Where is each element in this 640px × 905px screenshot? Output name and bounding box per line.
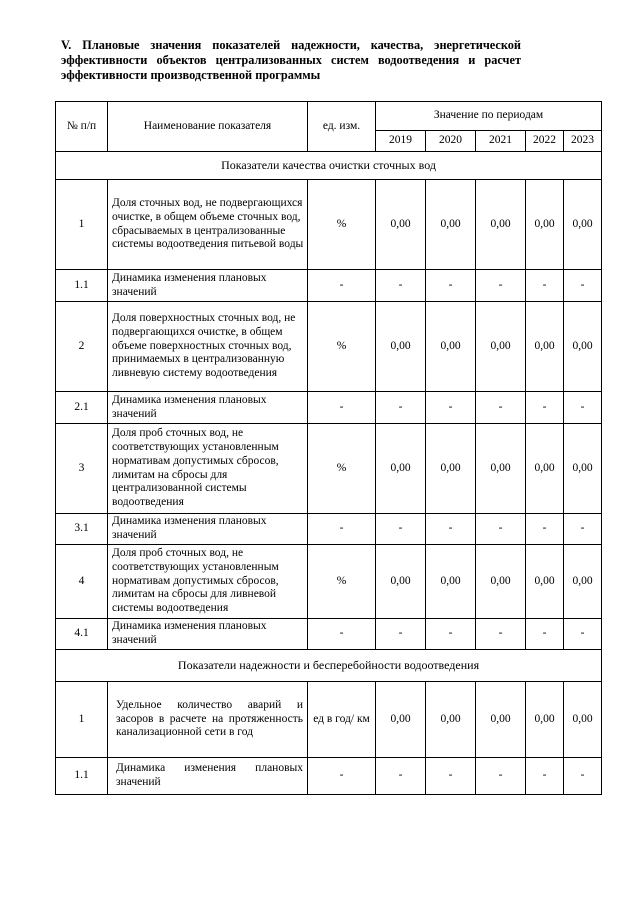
- row-value: -: [526, 270, 564, 302]
- row-num: 1: [56, 180, 108, 270]
- row-value: -: [376, 619, 426, 650]
- header-unit: ед. изм.: [308, 102, 376, 152]
- row-value: -: [476, 270, 526, 302]
- header-year: 2023: [564, 131, 602, 152]
- table-row: [56, 270, 602, 302]
- row-num: 3: [56, 424, 108, 514]
- row-value: 0,00: [426, 180, 476, 270]
- row-name: Доля проб сточных вод, не соответствующих установленным нормативам допустимых сбросов, лимитам на сбросы для централизованной системы водоотведения: [108, 424, 308, 514]
- row-num: 2.1: [56, 392, 108, 424]
- row-unit: %: [308, 180, 376, 270]
- section-row: [56, 650, 602, 682]
- section-title: Показатели качества очистки сточных вод: [56, 152, 602, 180]
- section-title: Показатели надежности и бесперебойности водоотведения: [56, 650, 602, 682]
- row-value: -: [476, 619, 526, 650]
- row-name: Удельное количество аварий и засоров в расчете на протяженность канализационной сети в год: [108, 682, 308, 758]
- row-value: 0,00: [426, 682, 476, 758]
- row-unit: -: [308, 758, 376, 795]
- section-heading: V. Плановые значения показателей надежности, качества, энергетической эффективности объектов централизованных систем водоотведения и расчет эффективности производственной программы: [61, 38, 521, 82]
- row-value: 0,00: [376, 180, 426, 270]
- row-value: -: [564, 619, 602, 650]
- row-value: 0,00: [564, 424, 602, 514]
- row-unit: %: [308, 424, 376, 514]
- row-value: 0,00: [426, 302, 476, 392]
- row-value: -: [526, 392, 564, 424]
- row-unit: -: [308, 270, 376, 302]
- header-year: 2019: [376, 131, 426, 152]
- row-value: 0,00: [526, 424, 564, 514]
- row-value: -: [526, 514, 564, 545]
- row-value: 0,00: [376, 545, 426, 619]
- row-value: 0,00: [526, 302, 564, 392]
- row-value: -: [426, 758, 476, 795]
- row-value: 0,00: [376, 682, 426, 758]
- header-year: 2020: [426, 131, 476, 152]
- row-value: 0,00: [476, 180, 526, 270]
- row-name: Доля проб сточных вод, не соответствующих установленным нормативам допустимых сбросов, лимитам на сбросы для ливневой системы водоотведения: [108, 545, 308, 619]
- row-value: -: [376, 758, 426, 795]
- row-value: -: [476, 514, 526, 545]
- header-year: 2021: [476, 131, 526, 152]
- table-row: [56, 682, 602, 758]
- row-value: 0,00: [476, 545, 526, 619]
- row-value: -: [476, 392, 526, 424]
- row-value: -: [426, 392, 476, 424]
- row-value: -: [426, 270, 476, 302]
- row-value: -: [526, 619, 564, 650]
- row-value: 0,00: [526, 180, 564, 270]
- row-value: 0,00: [426, 424, 476, 514]
- row-value: 0,00: [526, 545, 564, 619]
- row-value: -: [564, 758, 602, 795]
- row-value: 0,00: [564, 545, 602, 619]
- row-num: 2: [56, 302, 108, 392]
- header-year: 2022: [526, 131, 564, 152]
- row-name: Динамика изменения плановых значений: [108, 392, 308, 424]
- row-value: -: [564, 392, 602, 424]
- header-name: Наименование показателя: [108, 102, 308, 152]
- row-unit: %: [308, 545, 376, 619]
- row-name: Динамика изменения плановых значений: [108, 514, 308, 545]
- row-value: 0,00: [526, 682, 564, 758]
- row-value: 0,00: [564, 302, 602, 392]
- indicators-table: [55, 101, 602, 795]
- row-value: -: [376, 514, 426, 545]
- row-unit: ед в год/ км: [308, 682, 376, 758]
- row-value: -: [426, 514, 476, 545]
- table-row: [56, 302, 602, 392]
- table-row: [56, 758, 602, 795]
- row-value: -: [376, 270, 426, 302]
- row-value: 0,00: [476, 682, 526, 758]
- row-num: 1.1: [56, 758, 108, 795]
- table-row: [56, 180, 602, 270]
- row-unit: %: [308, 302, 376, 392]
- row-value: 0,00: [476, 302, 526, 392]
- row-value: -: [564, 270, 602, 302]
- header-num: № п/п: [56, 102, 108, 152]
- row-name: Доля сточных вод, не подвергающихся очистке, в общем объеме сточных вод, сбрасываемых в централизованные системы водоотведения питьевой воды: [108, 180, 308, 270]
- row-value: 0,00: [476, 424, 526, 514]
- row-unit: -: [308, 514, 376, 545]
- row-num: 1.1: [56, 270, 108, 302]
- row-num: 4: [56, 545, 108, 619]
- row-value: 0,00: [376, 302, 426, 392]
- row-value: -: [526, 758, 564, 795]
- row-name: Динамика изменения плановых значений: [108, 270, 308, 302]
- table-row: [56, 424, 602, 514]
- row-value: -: [376, 392, 426, 424]
- row-value: 0,00: [564, 682, 602, 758]
- row-value: 0,00: [376, 424, 426, 514]
- section-row: [56, 152, 602, 180]
- row-num: 1: [56, 682, 108, 758]
- row-num: 3.1: [56, 514, 108, 545]
- row-value: -: [564, 514, 602, 545]
- header-periods: Значение по периодам: [376, 102, 602, 131]
- row-unit: -: [308, 619, 376, 650]
- row-value: 0,00: [564, 180, 602, 270]
- table-row: [56, 545, 602, 619]
- row-unit: -: [308, 392, 376, 424]
- row-name: Динамика изменения плановых значений: [108, 619, 308, 650]
- row-name: Доля поверхностных сточных вод, не подвергающихся очистке, в общем объеме поверхностных сточных вод, принимаемых в централизованную ливневую систему водоотведения: [108, 302, 308, 392]
- table-row: [56, 514, 602, 545]
- row-value: 0,00: [426, 545, 476, 619]
- row-name: Динамика изменения плановых значений: [108, 758, 308, 795]
- row-value: -: [426, 619, 476, 650]
- table-row: [56, 392, 602, 424]
- row-num: 4.1: [56, 619, 108, 650]
- row-value: -: [476, 758, 526, 795]
- table-row: [56, 619, 602, 650]
